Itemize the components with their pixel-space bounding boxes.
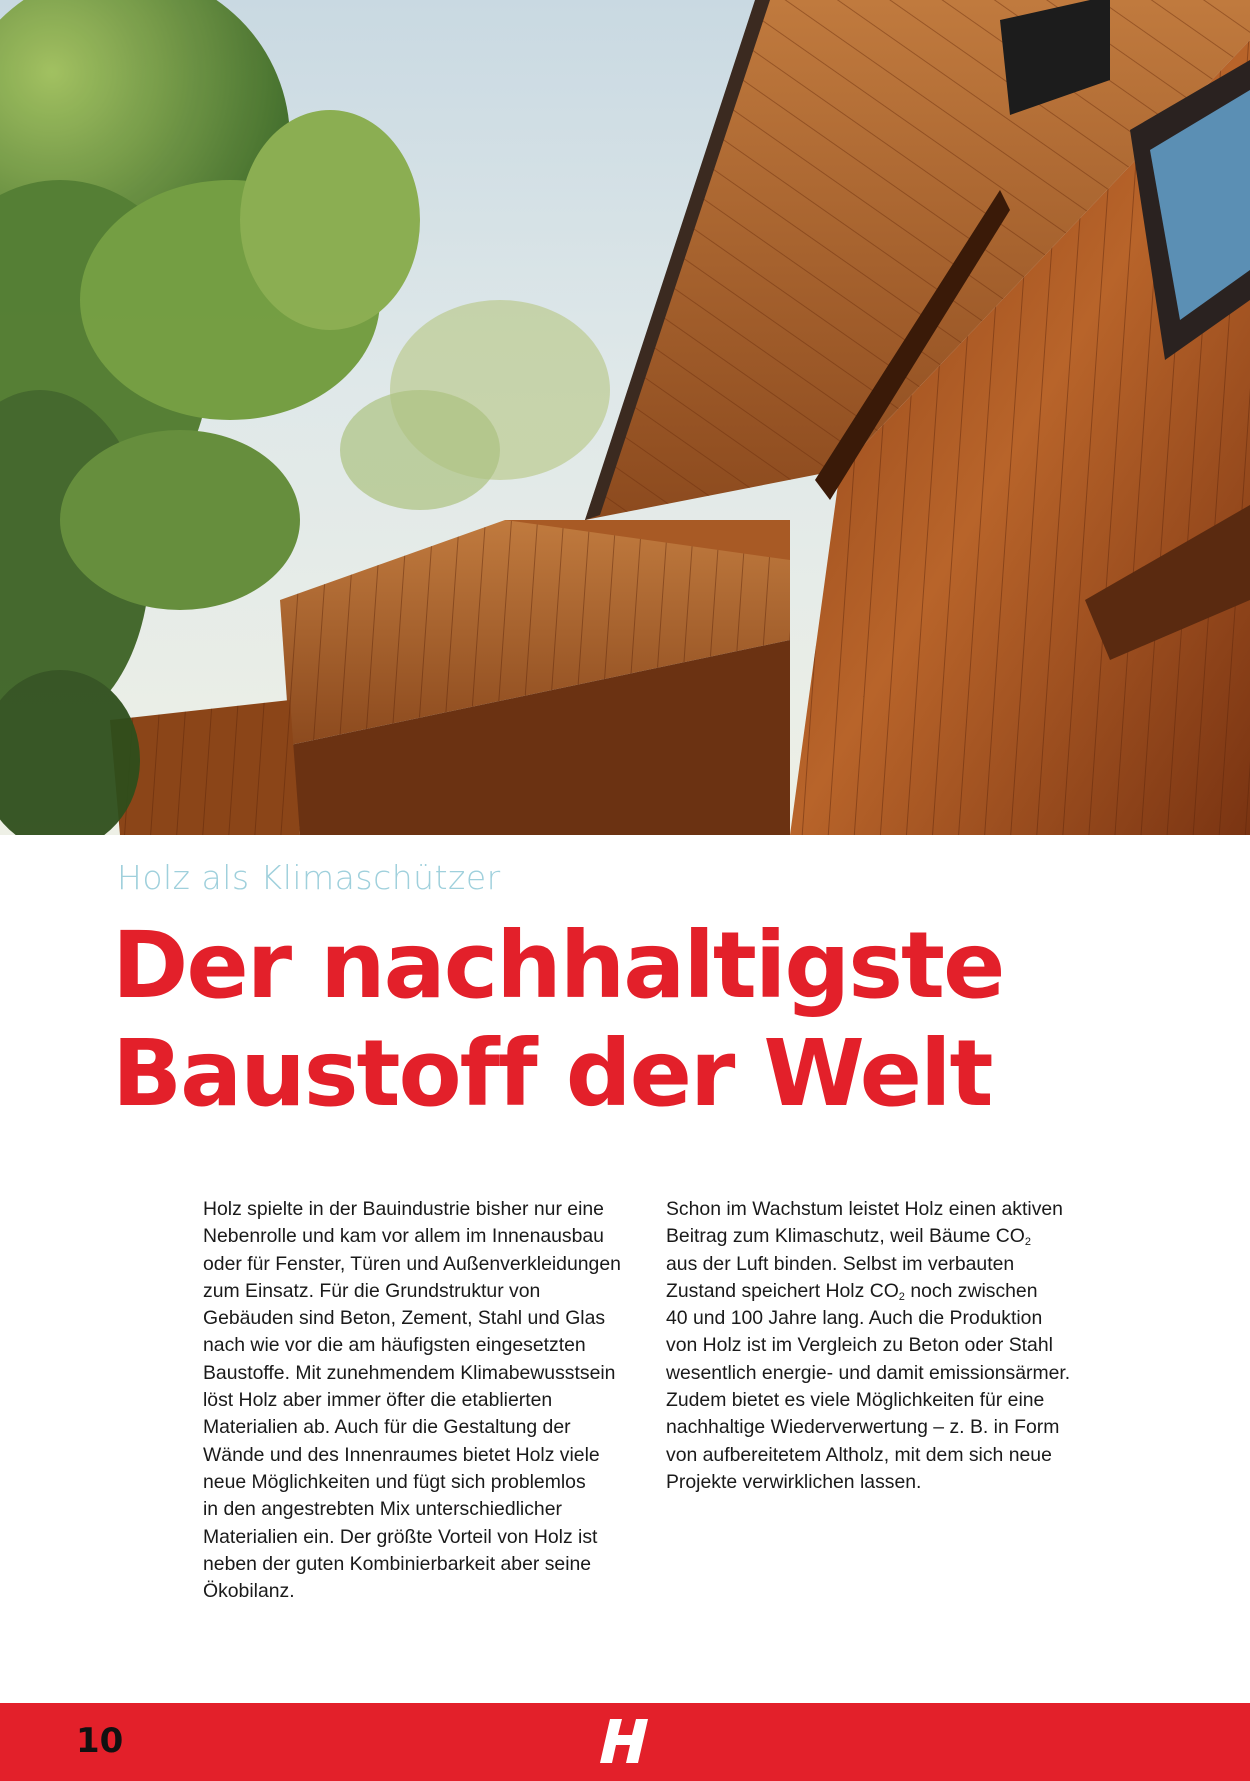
text-line: Wände und des Innenraumes bietet Holz viele [203, 1443, 600, 1466]
hero-photo [0, 0, 1250, 835]
timber-house-illustration [0, 0, 1250, 835]
text-line: Holz spielte in der Bauindustrie bisher nur eine [203, 1198, 604, 1220]
subscript-2: 2 [1024, 1236, 1031, 1249]
text-line: neben der guten Kombinierbarkeit aber seine [203, 1552, 592, 1575]
text-line: nachhaltige Wiederverwertung – z. B. in Form [666, 1416, 1060, 1439]
text-line: zum Einsatz. Für die Grundstruktur von [203, 1279, 541, 1302]
text-line: Zudem bietet es viele Möglichkeiten für eine [666, 1389, 1045, 1412]
subscript-2: 2 [898, 1290, 905, 1303]
kicker: Holz als Klimaschützer [117, 858, 501, 897]
text-line: neue Möglichkeiten und fügt sich problemlos [203, 1470, 586, 1493]
text-line: 40 und 100 Jahre lang. Auch die Produktion [666, 1307, 1043, 1330]
brand-logo-icon [598, 1717, 654, 1765]
text-line: in den angestrebten Mix unterschiedlicher [203, 1498, 562, 1521]
body-column-left [203, 1196, 653, 1605]
text-fragment: noch zwischen [910, 1279, 1038, 1302]
text-fragment: Beitrag zum Klimaschutz, weil Bäume CO [666, 1225, 1025, 1248]
text-line: Nebenrolle und kam vor allem im Innenausbau [203, 1225, 604, 1248]
text-line-co2 [666, 1278, 1126, 1305]
body-column-right [666, 1196, 1126, 1496]
text-line-co2 [666, 1223, 1126, 1250]
headline [112, 912, 1212, 1128]
text-line: Materialien ab. Auch für die Gestaltung der [203, 1416, 571, 1439]
text-line: von aufbereitetem Altholz, mit dem sich neue [666, 1443, 1052, 1466]
text-line: löst Holz aber immer öfter die etablierten [203, 1389, 553, 1412]
text-line: von Holz ist im Vergleich zu Beton oder Stahl [666, 1334, 1053, 1357]
page-number: 10 [76, 1721, 124, 1761]
text-line: aus der Luft binden. Selbst im verbauten [666, 1252, 1015, 1275]
text-line: Gebäuden sind Beton, Zement, Stahl und Glas [203, 1307, 606, 1330]
text-line: nach wie vor die am häufigsten eingesetzten [203, 1334, 586, 1357]
text-line: oder für Fenster, Türen und Außenverkleidungen [203, 1252, 621, 1275]
text-line: Ökobilanz. [203, 1580, 295, 1603]
text-line: Materialien ein. Der größte Vorteil von Holz ist [203, 1525, 598, 1548]
text-line: Projekte verwirklichen lassen. [666, 1470, 922, 1493]
headline-line-2: Baustoff der Welt [112, 1020, 992, 1127]
text-fragment: Zustand speichert Holz CO [666, 1279, 899, 1302]
text-line: Baustoffe. Mit zunehmendem Klimabewusstsein [203, 1361, 616, 1384]
text-line: Schon im Wachstum leistet Holz einen aktiven [666, 1198, 1063, 1220]
footer-bar [0, 1703, 1250, 1781]
headline-line-1: Der nachhaltigste [112, 912, 1004, 1019]
text-line: wesentlich energie- und damit emissionsärmer. [666, 1361, 1071, 1384]
